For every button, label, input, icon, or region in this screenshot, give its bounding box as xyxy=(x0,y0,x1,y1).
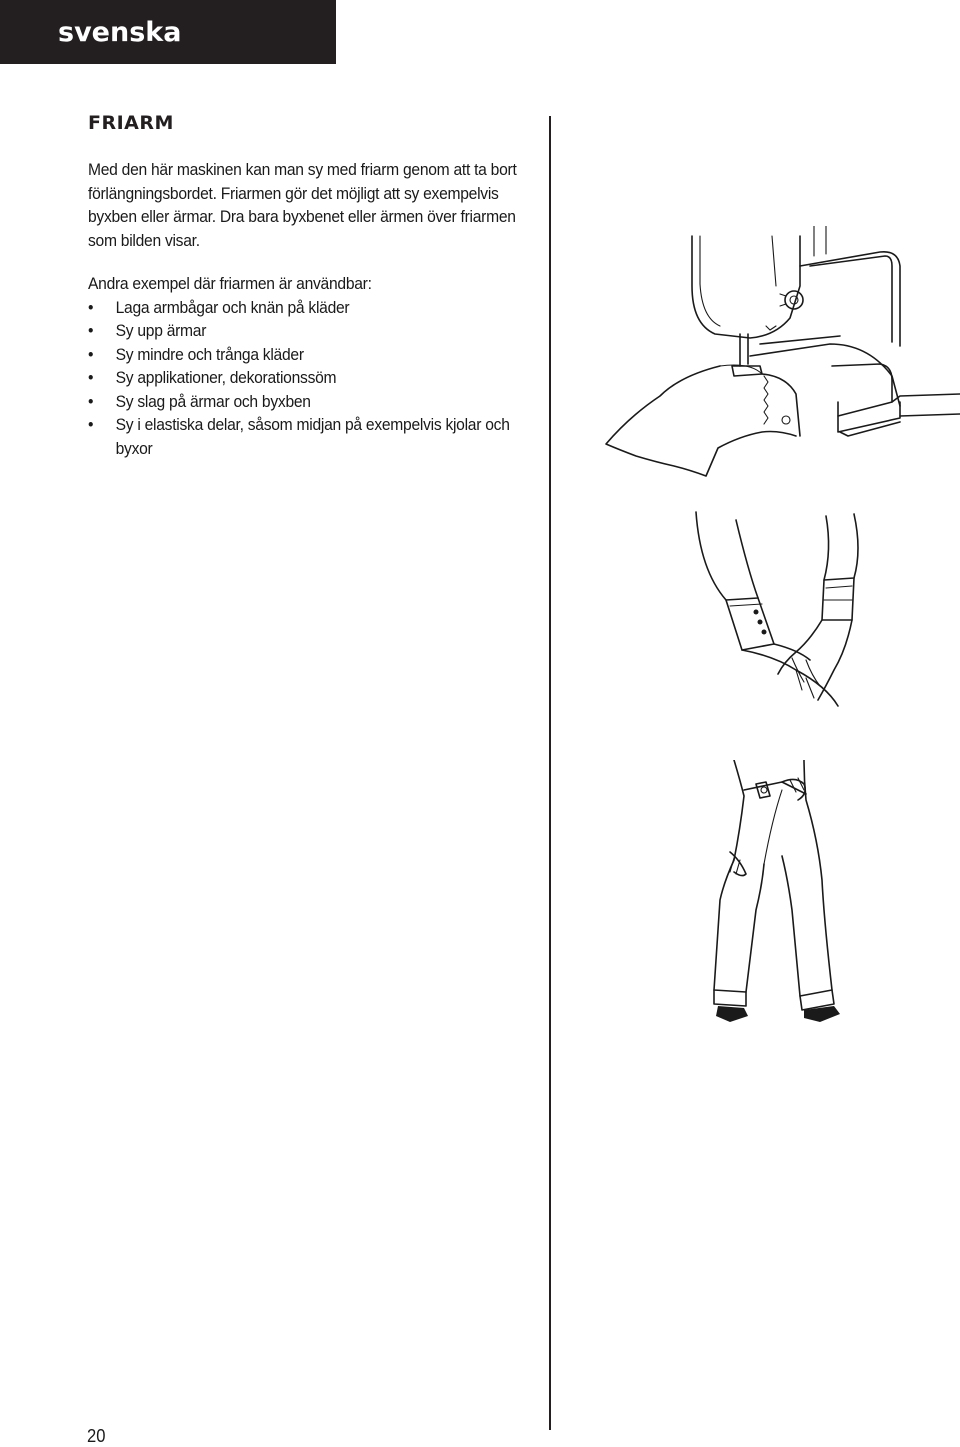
list-intro: Andra exempel där friarmen är användbar: xyxy=(88,274,372,293)
page-number: 20 xyxy=(87,1426,106,1446)
column-divider xyxy=(549,116,551,1430)
list-item: • Laga armbågar och knän på kläder xyxy=(88,296,548,320)
list-item: • Sy upp ärmar xyxy=(88,319,548,343)
list-item: • Sy i elastiska delar, såsom midjan på exempelvis kjolar och byxor xyxy=(88,413,548,460)
list-item: • Sy slag på ärmar och byxben xyxy=(88,390,548,414)
paragraph-line: Med den här maskinen kan man sy med friarm genom att ta bort xyxy=(88,160,517,179)
language-tab: svenska xyxy=(0,0,336,64)
paragraph-line: förlängningsbordet. Friarmen gör det möjligt att sy exempelvis xyxy=(88,183,499,203)
paragraph-line: byxben eller ärmar. Dra bara byxbenet eller ärmen över friarmen xyxy=(88,207,516,226)
free-arm-sewing-machine-illustration xyxy=(600,226,960,486)
intro-paragraph xyxy=(88,158,548,252)
paragraph-line: som bilden visar. xyxy=(88,230,200,250)
section-heading: FRIARM xyxy=(88,112,174,134)
list-item: • Sy applikationer, dekorationssöm xyxy=(88,366,548,390)
bullet-list xyxy=(88,296,548,461)
uses-list-block xyxy=(88,272,548,460)
trousers-knee-illustration xyxy=(700,760,870,1030)
sleeve-cuff-illustration xyxy=(686,510,886,720)
list-item: • Sy mindre och trånga kläder xyxy=(88,343,548,367)
